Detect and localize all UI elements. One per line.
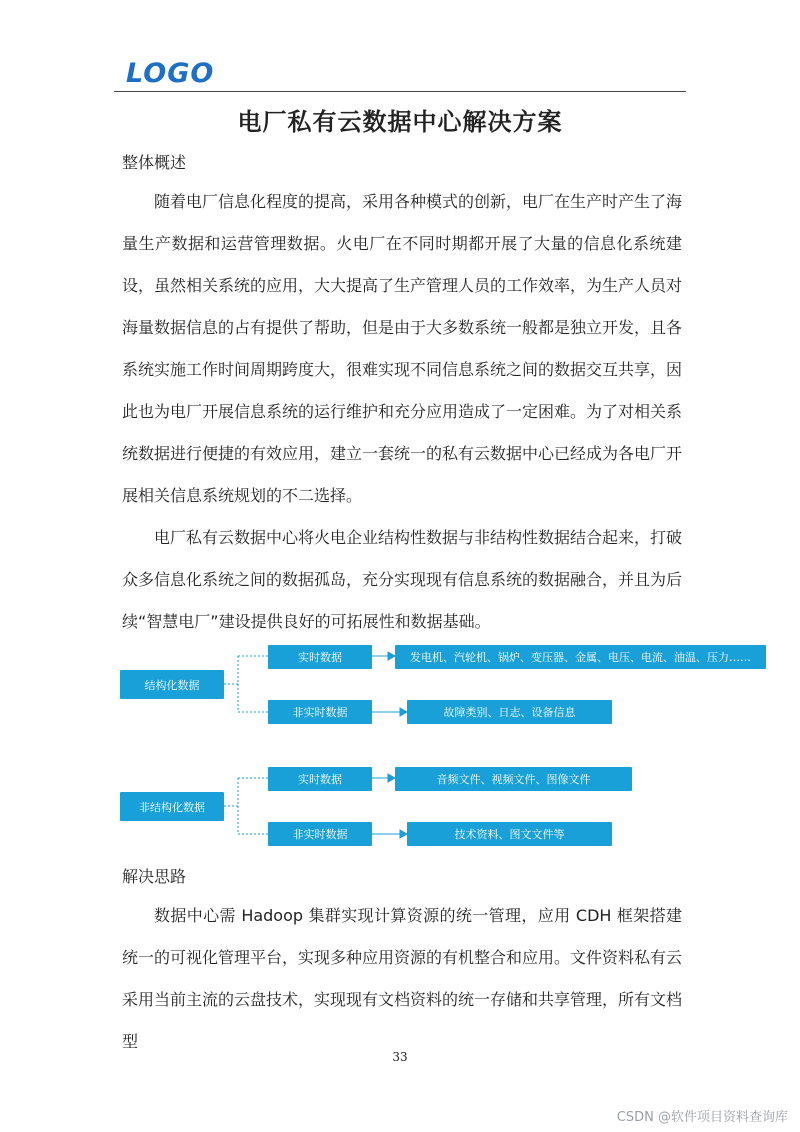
paragraph-overview-1: 随着电厂信息化程度的提高，采用各种模式的创新，电厂在生产时产生了海量生产数据和运营管理数据。火电厂在不同时期都开展了大量的信息化系统建设，虽然相关系统的应用，大大提高了生产管理人员的工作效率，为生产人员对海量数据信息的占有提供了帮助，但是由于大多数系统一般都是独立开发，且各系统实施工作时间周期跨度大，很难实现不同信息系统之间的数据交互共享，因此也为电厂开展信息系统的运行维护和充分应用造成了一定困难。为了对相关系统数据进行便捷的有效应用，建立一套统一的私有云数据中心已经成为各电厂开展相关信息系统规划的不二选择。 — [122, 192, 683, 505]
unstructured-nonrealtime-detail: 技术资料、图文文件等 — [407, 822, 612, 846]
unstructured-data-box: 非结构化数据 — [120, 792, 224, 821]
unstructured-realtime-box: 实时数据 — [268, 767, 372, 791]
paragraph-solution-1: 数据中心需 Hadoop 集群实现计算资源的统一管理，应用 CDH 框架搭建统一的可视化管理平台，实现多种应用资源的有机整合和应用。文件资料私有云采用当前主流的云盘技术，实现现有文档资料的统一存储和共享管理，所有文档型 — [122, 906, 683, 1051]
page-number: 33 — [392, 1050, 408, 1064]
structured-realtime-detail: 发电机、汽轮机、锅炉、变压器、金属、电压、电流、油温、压力…… — [395, 645, 766, 669]
logo: LOGO — [126, 58, 215, 89]
structured-nonrealtime-box: 非实时数据 — [268, 700, 372, 724]
section-heading-overview: 整体概述 — [122, 153, 187, 172]
page-title: 电厂私有云数据中心解决方案 — [237, 108, 563, 136]
structured-nonrealtime-detail: 故障类别、日志、设备信息 — [407, 700, 612, 724]
unstructured-nonrealtime-box: 非实时数据 — [268, 822, 372, 846]
structured-data-box: 结构化数据 — [120, 670, 224, 699]
watermark: CSDN @软件项目资料查询库 — [616, 1110, 788, 1125]
section-heading-solution: 解决思路 — [122, 867, 187, 886]
unstructured-realtime-detail: 音频文件、视频文件、图像文件 — [395, 767, 632, 791]
structured-realtime-box: 实时数据 — [268, 645, 372, 669]
paragraph-overview-2: 电厂私有云数据中心将火电企业结构性数据与非结构性数据结合起来，打破众多信息化系统之间的数据孤岛，充分实现现有信息系统的数据融合，并且为后续“智慧电厂”建设提供良好的可拓展性和数据基础。 — [122, 528, 683, 631]
